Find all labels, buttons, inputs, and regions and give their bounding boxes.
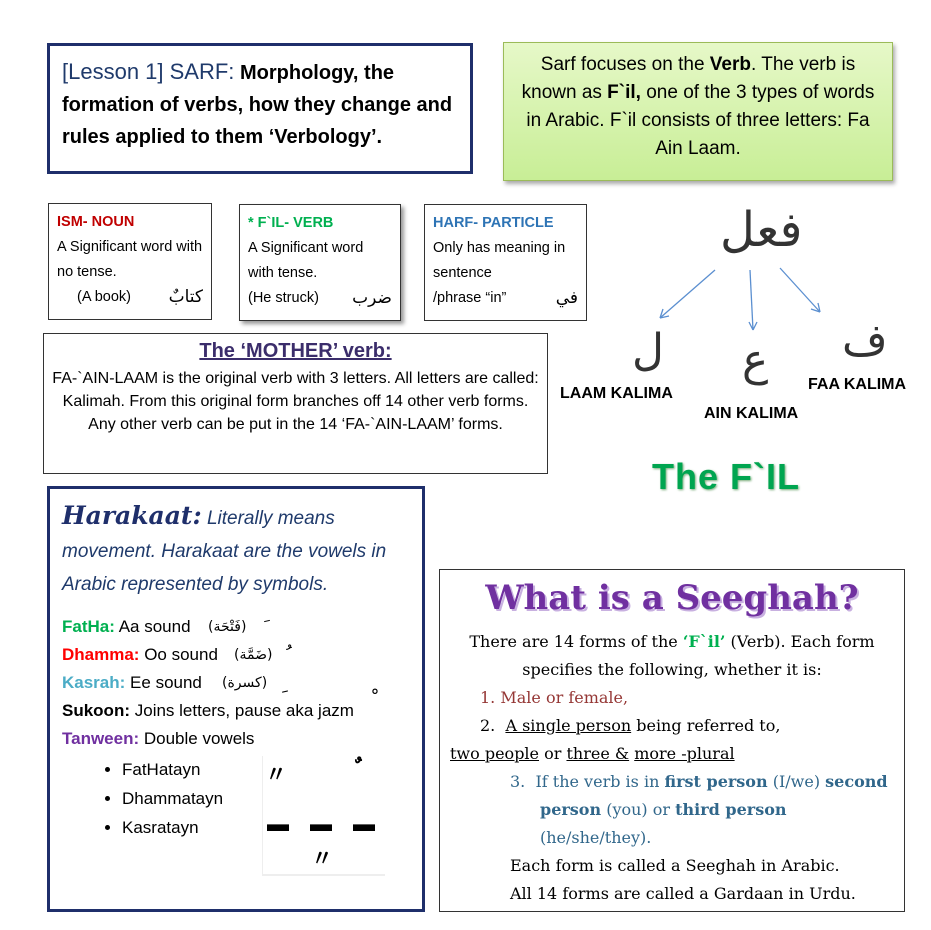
arabic: في: [555, 288, 578, 308]
text: second person: [540, 772, 888, 819]
text: . The verb is known as: [521, 54, 856, 103]
list-item: • FatHatayn: [122, 755, 410, 784]
example: (A book): [77, 289, 131, 305]
text: first person: [664, 772, 768, 791]
ism-noun-box: [48, 203, 212, 320]
list-item: • Dhammatayn: [122, 784, 410, 813]
text-bold: F`il,: [607, 82, 641, 103]
text: (I/we): [767, 772, 826, 791]
arabic: (كسرة): [222, 675, 268, 691]
text: Aa sound: [118, 617, 191, 636]
desc: A Significant word with no tense.: [57, 239, 203, 280]
fil-word: فعل: [720, 202, 803, 258]
text: There are 14 forms of the: [469, 632, 683, 651]
line-2: All 14 forms are called a Gardaan in Urdu.: [510, 884, 856, 903]
text: more -plural: [634, 744, 735, 763]
label: ISM- NOUN: [57, 214, 135, 230]
dhamma-row: [62, 641, 410, 669]
text: Oo sound: [144, 645, 218, 664]
kasrah-row: [62, 669, 410, 697]
label: Sukoon:: [62, 701, 130, 720]
laam-letter: ل: [632, 325, 664, 376]
text: (he/she/they).: [540, 828, 652, 847]
text: or: [539, 744, 567, 763]
num: 2.: [480, 716, 496, 735]
arabic: ضرب: [352, 288, 392, 308]
text: third person: [675, 800, 787, 819]
sukoon-row: [62, 697, 410, 725]
item-1: 1. Male or female,: [480, 688, 629, 707]
text: Double vowels: [143, 729, 255, 748]
text: being referred to,: [631, 716, 781, 735]
label: Dhamma:: [62, 645, 140, 664]
text: If the verb is in: [535, 772, 665, 791]
arabic: (فَتْحَة): [208, 619, 247, 635]
label: * F`IL- VERB: [248, 215, 334, 231]
lesson-title-box: [47, 43, 473, 174]
item-2: [450, 712, 894, 740]
text: two people: [450, 744, 540, 763]
mother-text: FA-`AIN-LAAM is the original verb with 3 letters. All letters are called: Kalimah. From this original form branches off 14 other verb forms. Any other verb can be put in the 14 ‘FA-`AIN-LAAM’ forms.: [52, 370, 539, 433]
harakaat-intro: Literally means movement. Harakaat are the vowels in Arabic represented by symbols.: [62, 508, 387, 595]
text: Sarf focuses on the: [540, 54, 710, 75]
seeghah-box: [439, 569, 905, 912]
lesson-text: Morphology, the formation of verbs, how they change and rules applied to them ‘Verbology’.: [62, 62, 453, 148]
example: /phrase “in”: [433, 290, 507, 306]
text: (you) or: [601, 800, 676, 819]
desc: Only has meaning in sentence: [433, 240, 566, 281]
tanween-row: [62, 725, 410, 753]
text: three &: [566, 744, 630, 763]
fil-diagram: [560, 200, 920, 500]
item-2-cont: [450, 740, 894, 768]
fatha-row: [62, 613, 410, 641]
label: Kasrah:: [62, 673, 126, 692]
ain-letter: ع: [742, 335, 769, 386]
tanween-marks: 〃 ▬ ▬ ▬ 〃: [262, 756, 385, 876]
sarf-info-box: [503, 42, 893, 181]
line-1: Each form is called a Seeghah in Arabic.: [510, 856, 840, 875]
label: FatHa:: [62, 617, 115, 636]
item-3: [480, 768, 894, 852]
label: Tanween:: [62, 729, 140, 748]
ain-label: AIN KALIMA: [704, 405, 799, 422]
faa-letter: ف: [842, 315, 888, 366]
text: one of the 3 types of words in Arabic. F`il consists of three letters: Fa Ain Laam.: [526, 82, 875, 159]
fil-word: ‘F`il’: [682, 632, 726, 651]
text: (Verb). Each form specifies the following, whether it is:: [522, 632, 875, 679]
list-item: • Kasratayn: [122, 813, 410, 842]
mother-verb-box: [43, 333, 548, 474]
arabic: (ضَمَّة): [234, 647, 273, 663]
label: HARF- PARTICLE: [433, 215, 554, 231]
text: Ee sound: [130, 673, 202, 692]
text: Joins letters, pause aka jazm: [134, 701, 354, 720]
text-bold: Verb: [709, 54, 751, 75]
lesson-prefix: [Lesson 1] SARF:: [62, 59, 235, 84]
text: A single person: [505, 716, 632, 735]
seeghah-title: What is a Seeghah?: [485, 578, 859, 618]
faa-label: FAA KALIMA: [808, 376, 907, 393]
the-fil-caption: The F`IL: [652, 456, 800, 497]
num: 3.: [510, 772, 526, 791]
desc: A Significant word with tense.: [248, 240, 364, 281]
example: (He struck): [248, 290, 319, 306]
fil-verb-box: [239, 204, 401, 321]
laam-label: LAAM KALIMA: [560, 385, 673, 402]
seeghah-intro: [450, 628, 894, 684]
mother-title: The ‘MOTHER’ verb:: [199, 340, 392, 362]
harakaat-title: Harakaat:: [62, 501, 202, 530]
arabic: كتابٌ: [168, 287, 203, 307]
